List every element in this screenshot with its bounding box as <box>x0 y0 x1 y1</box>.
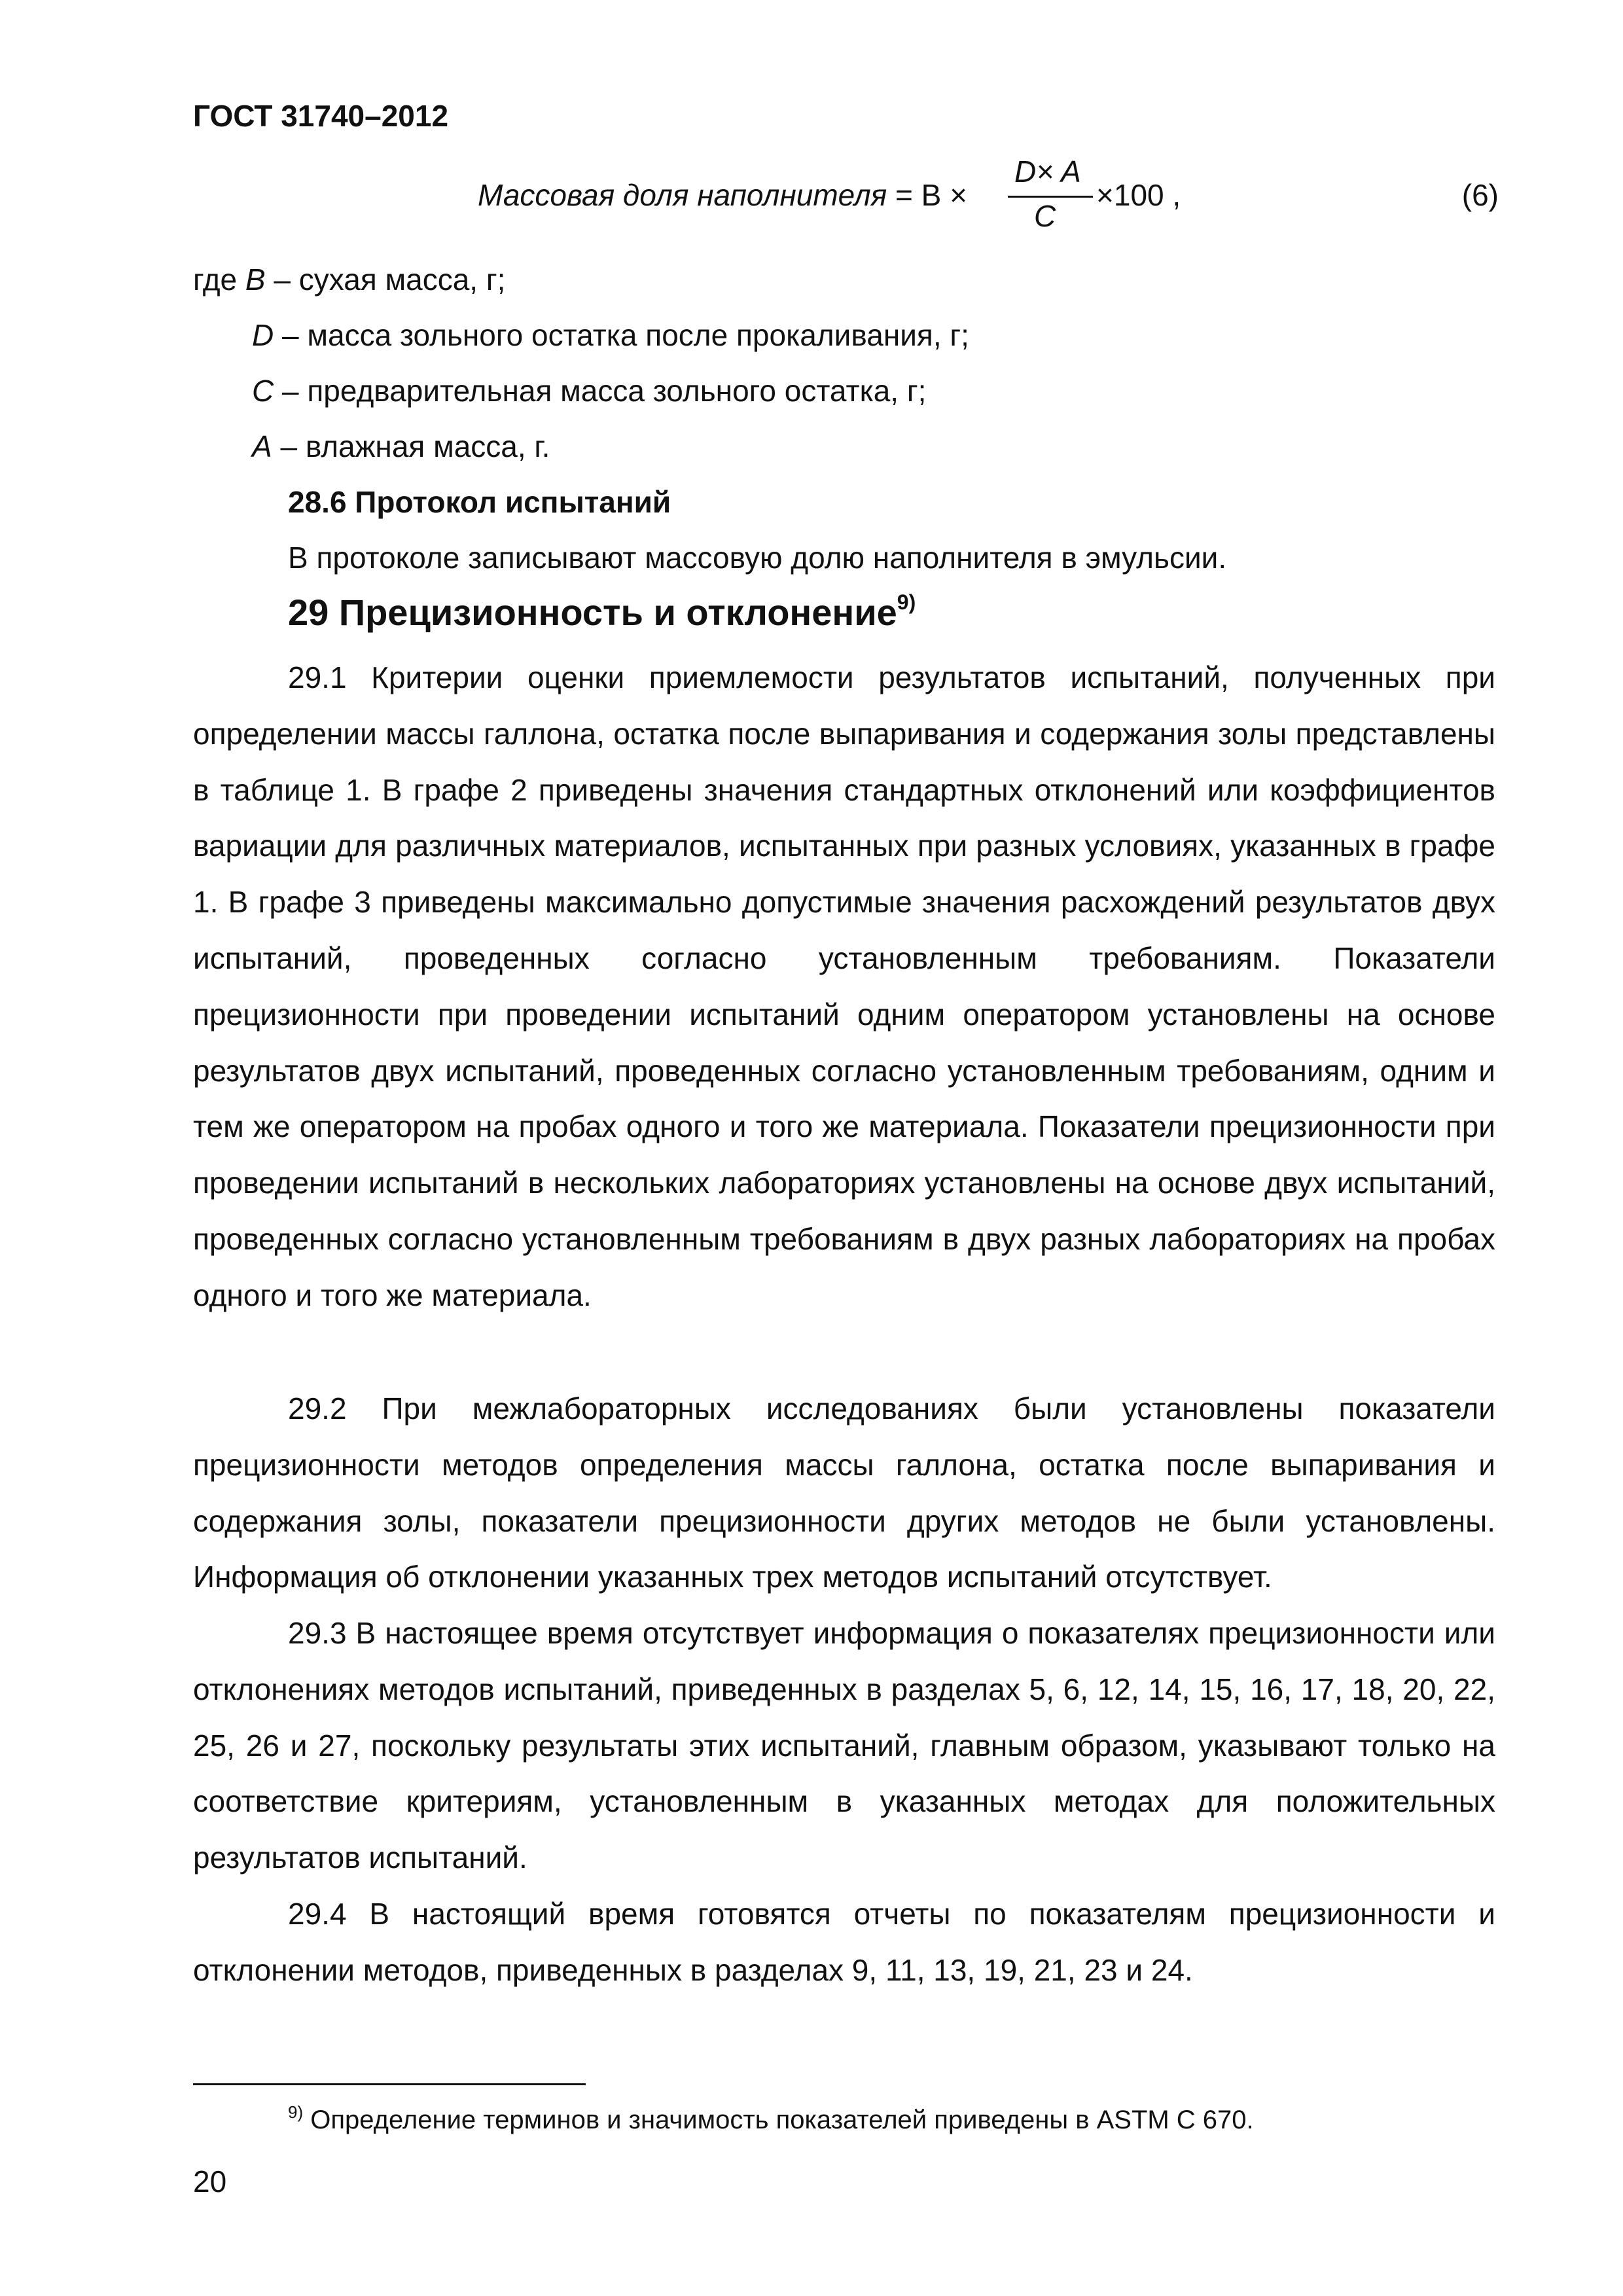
section-28-6-heading: 28.6 Протокол испытаний <box>288 485 671 519</box>
where-item-a: A – влажная масса, г. <box>252 429 550 463</box>
formula-6 <box>478 154 1499 245</box>
formula-number: (6) <box>1461 178 1499 212</box>
fraction-bar <box>1008 196 1093 198</box>
document-header: ГОСТ 31740–2012 <box>193 99 449 133</box>
footnote-mark: 9) <box>288 2102 304 2122</box>
formula-denominator: C <box>1034 199 1056 233</box>
footnote-separator <box>193 2083 586 2085</box>
paragraph-29-3: 29.3 В настоящее время отсутствует информация о показателях прецизионности или отклонениях методов испытаний, приведенных в разделах 5, 6, 12, 14, 15, 16, 17, 18, 20, 22, 25, 26 и 27, поскольку результаты этих испытаний, главным образом, указывают только на соответствие критериям, установленным в указанных методах для положительных результатов испытаний. <box>193 1616 1495 1875</box>
paragraph-29-2: 29.2 При межлабораторных исследованиях были установлены показатели прецизионности методов определения массы галлона, остатка после выпаривания и содержания золы, показатели прецизионности других методов не были установлены. Информация об отклонении указанных трех методов испытаний отсутствует. <box>193 1391 1495 1594</box>
paragraph-29-4: 29.4 В настоящий время готовятся отчеты по показателям прецизионности и отклонении методов, приведенных в разделах 9, 11, 13, 19, 21, 23 и 24. <box>193 1897 1495 1987</box>
where-item-d: D – масса зольного остатка после прокаливания, г; <box>252 318 969 352</box>
section-28-6-text: В протоколе записывают массовую долю наполнителя в эмульсии. <box>288 541 1227 575</box>
formula-lhs: Массовая доля наполнителя = B × <box>478 178 967 212</box>
where-item-c: C – предварительная масса зольного остатка, г; <box>252 374 927 408</box>
footnote: $^{9)}$ Определение терминов и значимость показателей приведены в ASTM C 670. <box>288 2102 1254 2134</box>
where-item-b: где B – сухая масса, г; <box>193 262 506 296</box>
footnote-ref: 9) <box>897 590 916 614</box>
formula-numerator: D× A <box>1014 154 1081 188</box>
paragraph-29-1: 29.1 Критерии оценки приемлемости результатов испытаний, полученных при определении массы галлона, остатка после выпаривания и содержания золы представлены в таблице 1. В графе 2 приведены значения стандартных отклонений или коэффициентов вариации для различных материалов, испытанных при разных условиях, указанных в графе 1. В графе 3 приведены максимально допустимые значения расхождений результатов двух испытаний, проведенных согласно установленным требованиям. Показатели прецизионности при проведении испытаний одним оператором установлены на основе результатов двух испытаний, проведенных согласно установленным требованиям, одним и тем же оператором на пробах одного и того же материала. Показатели прецизионности при проведении испытаний в нескольких лабораториях установлены на основе двух испытаний, проведенных согласно установленным требованиям в двух разных лабораториях на пробах одного и того же материала. <box>193 660 1495 1312</box>
page-number: 20 <box>193 2164 227 2198</box>
section-29-heading: 29 Прецизионность и отклонение$^{9)}$ <box>288 590 916 633</box>
formula-tail: ×100 , <box>1096 178 1181 212</box>
